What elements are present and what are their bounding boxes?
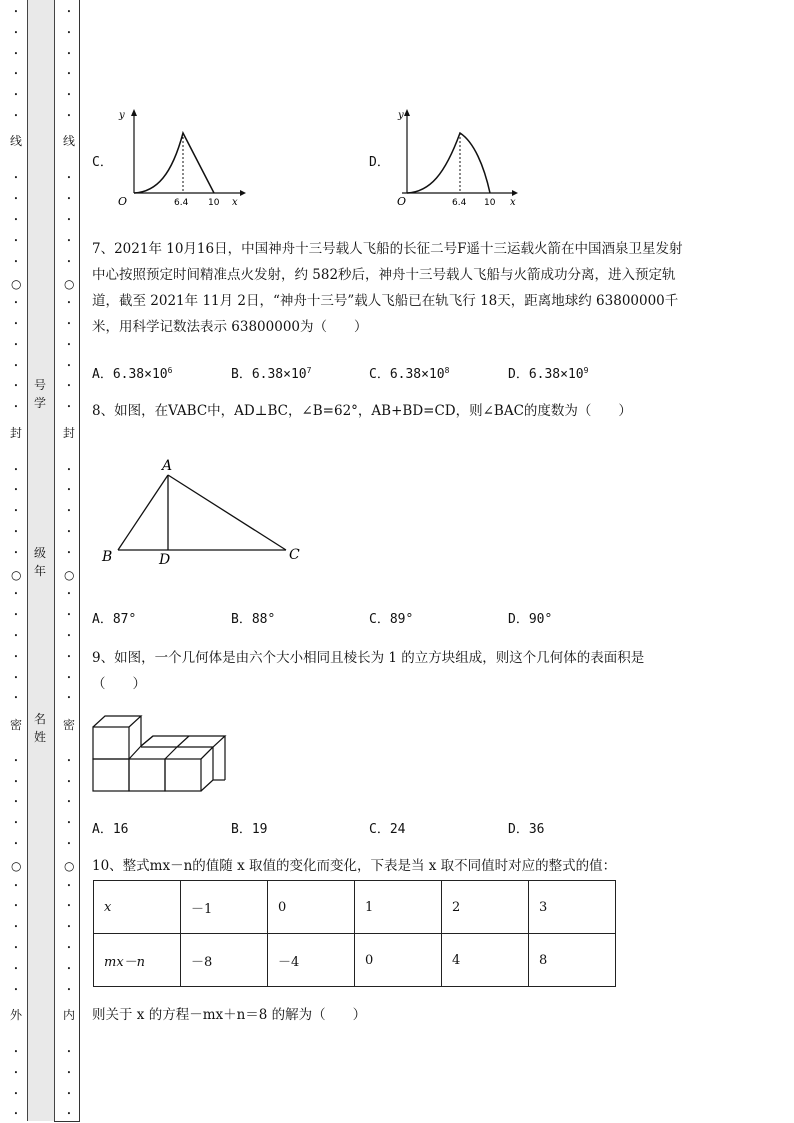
binding-dot: • [66, 340, 72, 349]
binding-dot: • [66, 590, 72, 599]
binding-dot: • [13, 840, 19, 848]
q7-line: 中心按照预定时间精准点火发射，约 582秒后，神舟十三号载人飞船与火箭成功分离，进入预定轨 [92, 267, 676, 283]
binding-dot: • [66, 840, 72, 848]
mark-secret-left: 密 [9, 718, 22, 732]
field-student-number [32, 376, 48, 412]
table-cell: 8 [529, 934, 616, 987]
mark-seal-right: 封 [62, 426, 75, 440]
binding-dot: • [66, 91, 72, 100]
binding-dot: • [66, 361, 72, 370]
tick-10: 10 [208, 198, 220, 208]
binding-circle: ○ [64, 568, 75, 582]
binding-dot: • [13, 902, 19, 911]
mark-inner-right: 内 [62, 1008, 75, 1022]
table-row [94, 934, 616, 987]
y-axis-label: y [119, 110, 125, 121]
binding-dot: • [66, 236, 72, 245]
binding-dot: • [13, 756, 19, 765]
binding-dot: • [13, 923, 19, 932]
question-10-stem: 10、整式mx－n的值随 x 取值的变化而变化，下表是当 x 取不同值时对应的整式的值： [92, 858, 617, 874]
binding-dot: • [13, 632, 19, 640]
binding-dot: • [66, 8, 72, 16]
binding-dot: • [66, 174, 72, 183]
option-c-label: C． [92, 155, 113, 170]
origin-label: O [397, 195, 407, 208]
binding-dot: • [66, 507, 72, 516]
tick-6.4: 6.4 [452, 198, 467, 208]
table-cell: －8 [181, 934, 268, 987]
binding-dot: • [13, 611, 19, 620]
binding-circle: ○ [64, 859, 75, 873]
mark-line-right: 线 [62, 134, 75, 148]
table-row [94, 881, 616, 934]
binding-dot: • [66, 777, 72, 786]
value-table [93, 880, 616, 987]
binding-dot: • [13, 798, 19, 807]
binding-dot: • [13, 528, 19, 536]
binding-dot: • [13, 1110, 19, 1119]
binding-dot: • [66, 923, 72, 932]
field-name [32, 710, 48, 746]
binding-dot: • [66, 902, 72, 911]
q7-option-c [369, 363, 449, 382]
binding-dot: • [13, 673, 19, 682]
question-9 [92, 645, 644, 697]
binding-dot: • [66, 49, 72, 58]
field-char: 学 [33, 396, 46, 410]
binding-dot: • [13, 881, 19, 890]
table-cell: 3 [529, 881, 616, 934]
binding-dot: • [66, 403, 72, 412]
binding-circle: ○ [64, 277, 75, 291]
binding-dot: • [66, 964, 72, 973]
binding-dot: • [13, 507, 19, 516]
table-cell: mx－n [94, 934, 181, 987]
field-char: 名 [33, 712, 46, 726]
binding-dot: • [13, 403, 19, 412]
q8-option-a: A．87° [92, 612, 137, 627]
binding-dot: • [13, 944, 19, 952]
option-exponent: 7 [306, 366, 312, 375]
q8-option-d: D．90° [508, 612, 553, 627]
q8-option-c: C．89° [369, 612, 414, 627]
binding-dot: • [13, 382, 19, 391]
q9-option-b: B．19 [231, 822, 268, 837]
binding-dot: • [13, 91, 19, 100]
binding-dot: • [66, 320, 72, 328]
question-7 [92, 236, 682, 340]
vertex-b: B [102, 549, 113, 565]
binding-dot: • [66, 632, 72, 640]
binding-dot: • [66, 798, 72, 807]
binding-dot: • [66, 28, 72, 37]
binding-dot: • [13, 320, 19, 328]
binding-dot: • [66, 611, 72, 620]
binding-dot: • [13, 465, 19, 474]
binding-margin [0, 0, 82, 1123]
binding-dot: • [66, 299, 72, 308]
binding-dot: • [13, 548, 19, 557]
field-char: 号 [33, 378, 46, 392]
origin-label: O [118, 195, 128, 208]
binding-dot: • [66, 673, 72, 682]
binding-dot: • [13, 340, 19, 349]
graph-option-d [390, 104, 530, 208]
q7-option-d [508, 363, 588, 382]
binding-dot: • [13, 1089, 19, 1098]
binding-dot: • [13, 1048, 19, 1056]
margin-rule [79, 0, 80, 1122]
binding-dot: • [66, 1110, 72, 1119]
option-d-label: D． [369, 155, 390, 170]
option-text: B．6.38×10 [231, 367, 307, 382]
q9-stem: 9、如图，一个几何体是由六个大小相同且棱长为 1 的立方块组成，则这个几何体的表面积是 [92, 650, 645, 666]
option-text: C．6.38×10 [369, 367, 445, 382]
binding-dot: • [13, 652, 19, 661]
option-exponent: 8 [444, 366, 450, 375]
table-cell: 4 [442, 934, 529, 987]
binding-dot: • [13, 985, 19, 994]
binding-circle: ○ [11, 277, 22, 291]
dotted-line-left [11, 0, 21, 1123]
vertex-d: D [159, 552, 171, 568]
field-char: 姓 [33, 730, 46, 744]
binding-dot: • [13, 361, 19, 370]
binding-dot: • [66, 195, 72, 204]
binding-dot: • [66, 465, 72, 474]
field-char: 级 [33, 546, 46, 560]
binding-dot: • [13, 1068, 19, 1077]
binding-dot: • [66, 216, 72, 224]
question-8-stem: 8、如图，在VABC中，AD⊥BC，∠B=62°，AB+BD=CD，则∠BAC的度数为（ ） [92, 403, 632, 419]
triangle-figure [96, 456, 311, 571]
binding-dot: • [66, 1048, 72, 1056]
binding-dot: • [13, 964, 19, 973]
binding-dot: • [13, 777, 19, 786]
binding-circle: ○ [11, 859, 22, 873]
q7-line: 道，截至 2021年 11月 2日，“神舟十三号”载人飞船已在轨飞行 18天，距离地球约 63800000千 [92, 293, 679, 309]
binding-dot: • [13, 486, 19, 495]
binding-dot: • [13, 694, 19, 703]
q9-option-c: C．24 [369, 822, 406, 837]
binding-dot: • [66, 486, 72, 495]
mark-line-left: 线 [9, 134, 22, 148]
q9-stem-2: （ ） [92, 676, 146, 692]
binding-dot: • [13, 257, 19, 266]
graph-option-c [112, 104, 252, 208]
binding-dot: • [13, 299, 19, 308]
binding-dot: • [66, 819, 72, 828]
option-text: D．6.38×10 [508, 367, 584, 382]
q9-option-a: A．16 [92, 822, 129, 837]
binding-dot: • [66, 881, 72, 890]
binding-dot: • [66, 548, 72, 557]
table-cell: 2 [442, 881, 529, 934]
mark-outer-left: 外 [9, 1008, 22, 1022]
table-cell: 0 [268, 881, 355, 934]
binding-dot: • [13, 590, 19, 599]
binding-dot: • [66, 528, 72, 536]
option-exponent: 9 [583, 366, 589, 375]
binding-dot: • [66, 1068, 72, 1077]
binding-dot: • [13, 195, 19, 204]
binding-dot: • [13, 236, 19, 245]
vertex-a: A [162, 458, 173, 474]
table-cell: －1 [181, 881, 268, 934]
tick-6.4: 6.4 [174, 198, 189, 208]
binding-dot: • [66, 756, 72, 765]
q9-option-d: D．36 [508, 822, 545, 837]
x-axis-label: x [232, 197, 238, 208]
y-axis-label: y [398, 110, 404, 121]
margin-rule-bottom [54, 1121, 80, 1122]
binding-dot: • [66, 70, 72, 79]
q8-option-b: B．88° [231, 612, 276, 627]
binding-dot: • [66, 1089, 72, 1098]
binding-dot: • [66, 112, 72, 120]
binding-dot: • [66, 944, 72, 952]
binding-dot: • [66, 382, 72, 391]
field-char: 年 [33, 564, 46, 578]
table-cell: －4 [268, 934, 355, 987]
option-text: A．6.38×10 [92, 367, 168, 382]
field-grade [32, 544, 48, 580]
binding-dot: • [13, 174, 19, 183]
binding-dot: • [13, 49, 19, 58]
binding-dot: • [13, 70, 19, 79]
binding-dot: • [66, 985, 72, 994]
question-10-after: 则关于 x 的方程－mx＋n＝8 的解为（ ） [92, 1007, 367, 1023]
binding-dot: • [13, 8, 19, 16]
binding-dot: • [13, 216, 19, 224]
binding-dot: • [66, 652, 72, 661]
binding-circle: ○ [11, 568, 22, 582]
binding-dot: • [13, 112, 19, 120]
table-cell: 0 [355, 934, 442, 987]
q7-line: 米，用科学记数法表示 63800000为（ ） [92, 319, 368, 335]
cube-figure [92, 714, 232, 794]
binding-dot: • [13, 819, 19, 828]
binding-dot: • [66, 694, 72, 703]
x-axis-label: x [510, 197, 516, 208]
q7-option-a [92, 363, 172, 382]
table-cell: 1 [355, 881, 442, 934]
option-exponent: 6 [167, 366, 173, 375]
mark-seal-left: 封 [9, 426, 22, 440]
binding-dot: • [13, 28, 19, 37]
vertex-c: C [289, 547, 300, 563]
binding-dot: • [66, 257, 72, 266]
tick-10: 10 [484, 198, 496, 208]
q7-line: 7、2021年 10月16日，中国神舟十三号载人飞船的长征二号F遥十三运载火箭在中国酒泉卫星发射 [92, 241, 683, 257]
q7-option-b [231, 363, 311, 382]
mark-secret-right: 密 [62, 718, 75, 732]
dotted-line-right [64, 0, 74, 1123]
table-cell: x [94, 881, 181, 934]
